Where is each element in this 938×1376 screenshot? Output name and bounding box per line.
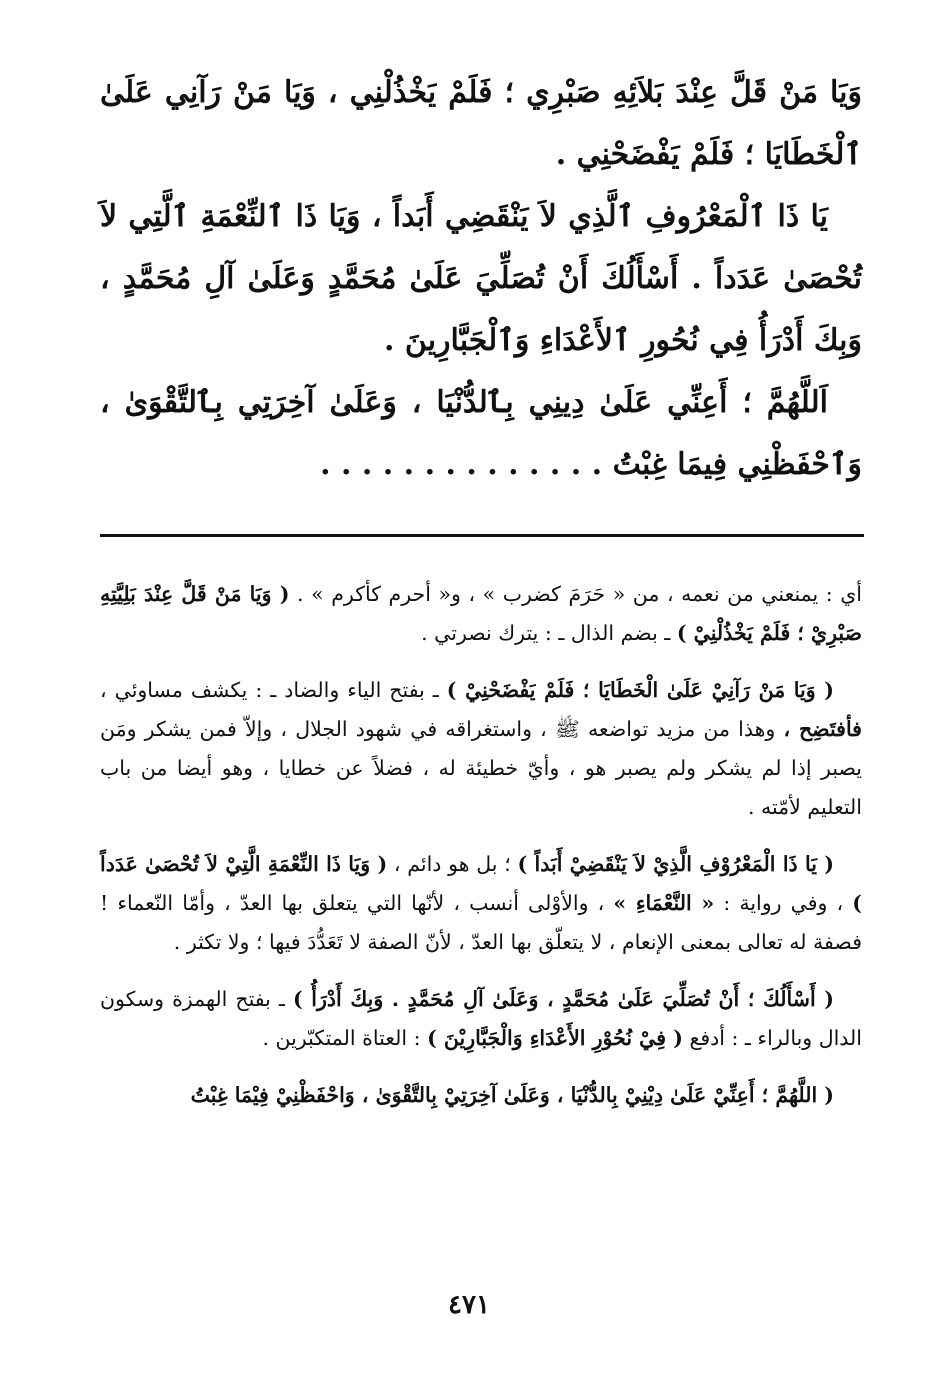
note-5-quote-1: ( اللَّهُمَّ ؛ أَعِنِّيْ عَلَىٰ دِيْنِيْ بِالدُّنْيَا ، وَعَلَىٰ آخِرَتِيْ بِالتَّقْوَىٰ ، وَاحْفَظْنِيْ فِيْمَا غِبْتُ — [190, 1083, 834, 1107]
note-3-text-a: ؛ بل هو دائم ، — [393, 852, 511, 876]
note-4-text-b: : العتاة المتكبّرين . — [262, 1026, 421, 1050]
note-paragraph-4 — [100, 980, 862, 1058]
main-text — [100, 62, 862, 496]
note-4-text-a: ـ بفتح الهمزة وسكون الدال وبالراء ـ : أدفع — [100, 987, 862, 1050]
note-3-text-c: ، والأوْلى أنسب ، لأنّها التي يتعلق بها العدّ ، وأمّا النّعماء ! فصفة له تعالى بمعنى الإنعام ، لا يتعلّق بها العدّ ، لأنّ الصفة لا تَعَدُّدَ فيها ؛ ولا تكثر . — [100, 891, 862, 954]
note-paragraph-5 — [100, 1076, 862, 1115]
note-3-quote-3: « النَّعْمَاءِ » — [613, 891, 715, 915]
main-paragraph-3: اَللَّهُمَّ ؛ أَعِنِّي عَلَىٰ دِينِي بِٱلدُّنْيَا ، وَعَلَىٰ آخِرَتِي بِٱلتَّقْوَىٰ ، وَٱحْفَظْنِي فِيمَا غِبْتُ . . . . . . . . . . . . . . — [100, 385, 862, 482]
note-4-quote-1: ( أَسْأَلُكَ ؛ أَنْ تُصَلِّيَ عَلَىٰ مُحَمَّدٍ ، وَعَلَىٰ آلِ مُحَمَّدٍ . وَبِكَ أَدْرَأُ ) — [292, 987, 834, 1011]
note-3-text-b: ، وفي رواية : — [723, 891, 844, 915]
note-paragraph-3 — [100, 845, 862, 962]
note-2-text-b: وهذا من مزيد تواضعه ﷺ ، واستغراقه في شهود الجلال ، وإلاّ فمن يشكر ومَن يصبر إذا لم يشكر ولم يصبر هو ، وأيّ خطيئة له ، فضلاً عن خطايا ، وهو أيضا من باب التعليم لأمّته . — [100, 717, 862, 819]
note-2-quote-2: فأفتَضِح ، — [783, 717, 862, 741]
note-2-text-a: ـ بفتح الياء والضاد ـ : يكشف مساوئي ، — [100, 678, 439, 702]
note-3-quote-1: ( يَا ذَا الْمَعْرُوْفِ الَّذِيْ لاَ يَنْقَضِيْ أَبَداً ) — [517, 852, 834, 876]
note-paragraph-2 — [100, 671, 862, 827]
page-number: ٤٧١ — [448, 1290, 490, 1320]
note-4-quote-2: ( فِيْ نُحُوْرِ الأَعْدَاءِ وَالْجَبَّارِيْنَ ) — [427, 1026, 683, 1050]
note-2-quote-1: ( وَيَا مَنْ رَآنِيْ عَلَىٰ الْخَطَايَا ؛ فَلَمْ يَفْضَحْنِيْ ) — [446, 678, 834, 702]
note-1-quote-1: ( وَيَا مَنْ قَلَّ عِنْدَ بَلِيَّتِهِ صَبْرِيْ ؛ فَلَمْ يَخْذُلْنِيْ ) — [100, 582, 862, 645]
main-paragraph-2: يَا ذَا ٱلْمَعْرُوفِ ٱلَّذِي لاَ يَنْقَضِي أَبَداً ، وَيَا ذَا ٱلنِّعْمَةِ ٱلَّتِي لاَ تُحْصَىٰ عَدَداً . أَسْأَلُكَ أَنْ تُصَلِّيَ عَلَىٰ مُحَمَّدٍ وَعَلَىٰ آلِ مُحَمَّدٍ ، وَبِكَ أَدْرَأُ فِي نُحُورِ ٱلأَعْدَاءِ وَٱلْجَبَّارِينَ . — [100, 199, 862, 358]
note-paragraph-1 — [100, 575, 862, 653]
footnote-divider — [100, 534, 864, 537]
main-paragraph-1: وَيَا مَنْ قَلَّ عِنْدَ بَلاَئِهِ صَبْرِي ؛ فَلَمْ يَخْذُلْنِي ، وَيَا مَنْ رَآنِي عَلَىٰ ٱلْخَطَايَا ؛ فَلَمْ يَفْضَحْنِي . — [100, 75, 862, 172]
note-1-text-a: أي : يمنعني من نعمه ، من « حَرَمَ كضرب » ، و« أحرم كأكرم » . — [297, 582, 862, 606]
commentary — [100, 575, 862, 1133]
note-1-text-b: ـ بضم الذال ـ : يترك نصرتي . — [421, 621, 671, 645]
note-3-quote-2: ( وَيَا ذَا النِّعْمَةِ الَّتِيْ لاَ تُحْصَىٰ عَدَداً ) — [100, 852, 862, 915]
